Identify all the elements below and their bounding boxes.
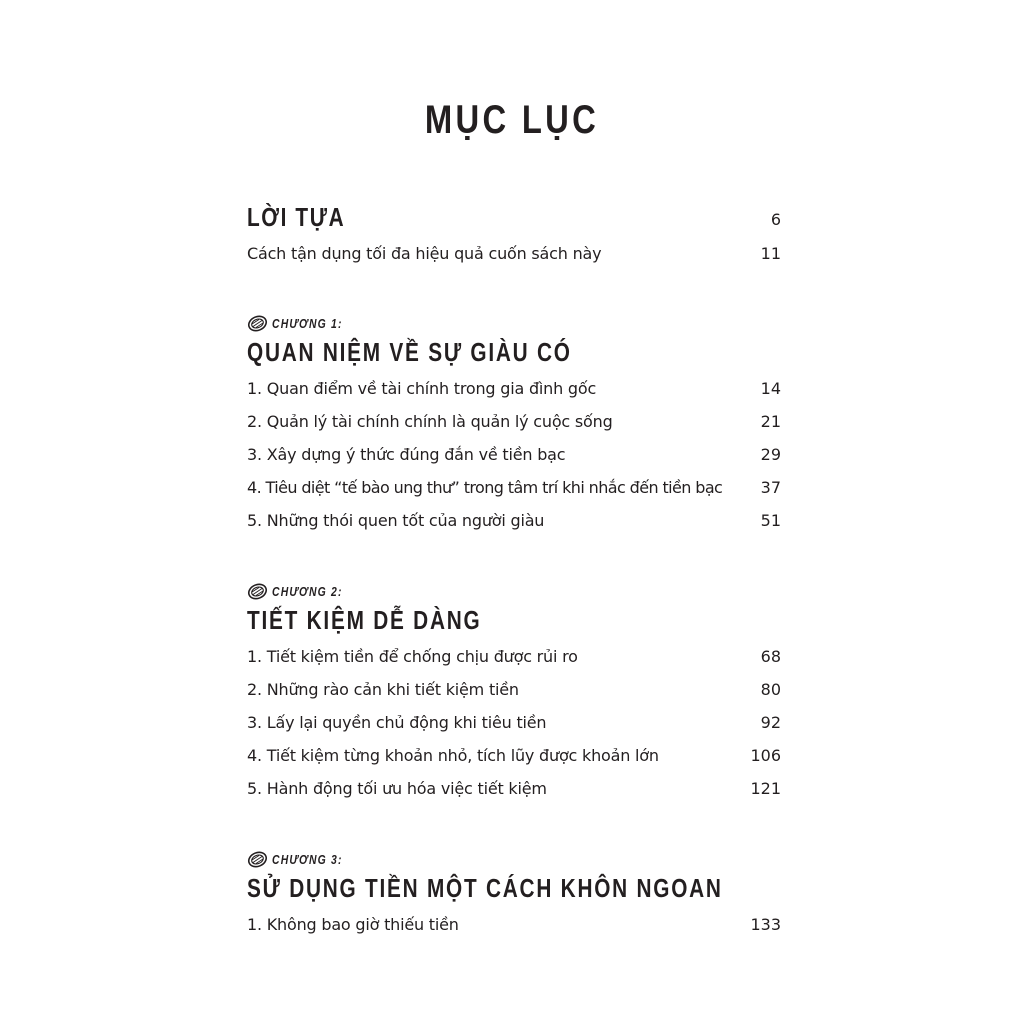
- coin-icon: [247, 315, 268, 332]
- toc-entry[interactable]: [247, 676, 783, 704]
- preface-heading-row: [247, 198, 783, 238]
- chapter-2-title: TIẾT KIỆM DỄ DÀNG: [247, 605, 482, 635]
- toc-entry-label: 5. Hành động tối ưu hóa việc tiết kiệm: [247, 779, 547, 798]
- toc-entry-label: 1. Quan điểm về tài chính trong gia đình gốc: [247, 379, 597, 398]
- chapter-1-title: QUAN NIỆM VỀ SỰ GIÀU CÓ: [247, 337, 572, 367]
- preface-page-number: 6: [770, 210, 781, 229]
- toc-entry-label: 2. Quản lý tài chính chính là quản lý cuộc sống: [247, 412, 613, 431]
- toc-entry-page: 121: [750, 779, 781, 798]
- toc-entry[interactable]: [247, 742, 783, 770]
- toc-entry-page: 80: [760, 680, 781, 699]
- toc-entry-label: 3. Lấy lại quyền chủ động khi tiêu tiền: [247, 713, 547, 732]
- coin-icon: [247, 851, 268, 868]
- toc-entry-label: 1. Tiết kiệm tiền để chống chịu được rủi ro: [247, 647, 578, 666]
- toc-entry[interactable]: [247, 474, 783, 502]
- chapter-1-kicker: [247, 312, 360, 334]
- toc-entry[interactable]: [247, 507, 783, 535]
- toc-entry[interactable]: [247, 408, 783, 436]
- toc-entry-page: 92: [760, 713, 781, 732]
- coin-icon: [247, 583, 268, 600]
- toc-entry-page: 51: [760, 511, 781, 530]
- toc-entry-page: 68: [760, 647, 781, 666]
- toc-entry-page: 21: [760, 412, 781, 431]
- toc-entry-label: 5. Những thói quen tốt của người giàu: [247, 511, 545, 530]
- toc-entry[interactable]: [247, 775, 783, 803]
- toc-entry-label: 1. Không bao giờ thiếu tiền: [247, 915, 459, 934]
- toc-entry-page: 29: [760, 445, 781, 464]
- chapter-3-kicker: [247, 848, 360, 870]
- toc-entry-label: 4. Tiết kiệm từng khoản nhỏ, tích lũy được khoản lớn: [247, 746, 659, 765]
- toc-entry[interactable]: [247, 240, 783, 268]
- toc-entry-label: 2. Những rào cản khi tiết kiệm tiền: [247, 680, 519, 699]
- chapter-kicker-label: CHƯƠNG 1:: [272, 315, 343, 331]
- toc-entry-label: 3. Xây dựng ý thức đúng đắn về tiền bạc: [247, 445, 566, 464]
- chapter-kicker-label: CHƯƠNG 3:: [272, 851, 343, 867]
- toc-entry[interactable]: [247, 375, 783, 403]
- toc-entry-label: 4. Tiêu diệt “tế bào ung thư” trong tâm trí khi nhắc đến tiền bạc: [247, 478, 723, 497]
- preface-title: LỜI TỰA: [247, 202, 346, 232]
- chapter-2-kicker: [247, 580, 360, 602]
- toc-entry-page: 14: [760, 379, 781, 398]
- chapter-3-title: SỬ DỤNG TIỀN MỘT CÁCH KHÔN NGOAN: [247, 873, 723, 903]
- page-title: MỤC LỤC: [424, 98, 600, 142]
- toc-entry[interactable]: [247, 709, 783, 737]
- toc-entry-label: Cách tận dụng tối đa hiệu quả cuốn sách này: [247, 244, 602, 263]
- toc-entry-page: 106: [750, 746, 781, 765]
- toc-entry[interactable]: [247, 911, 783, 939]
- toc-entry-page: 133: [750, 915, 781, 934]
- toc-entry-page: 37: [760, 478, 781, 497]
- chapter-kicker-label: CHƯƠNG 2:: [272, 583, 343, 599]
- toc-entry[interactable]: [247, 643, 783, 671]
- toc-entry[interactable]: [247, 441, 783, 469]
- toc-entry-page: 11: [760, 244, 781, 263]
